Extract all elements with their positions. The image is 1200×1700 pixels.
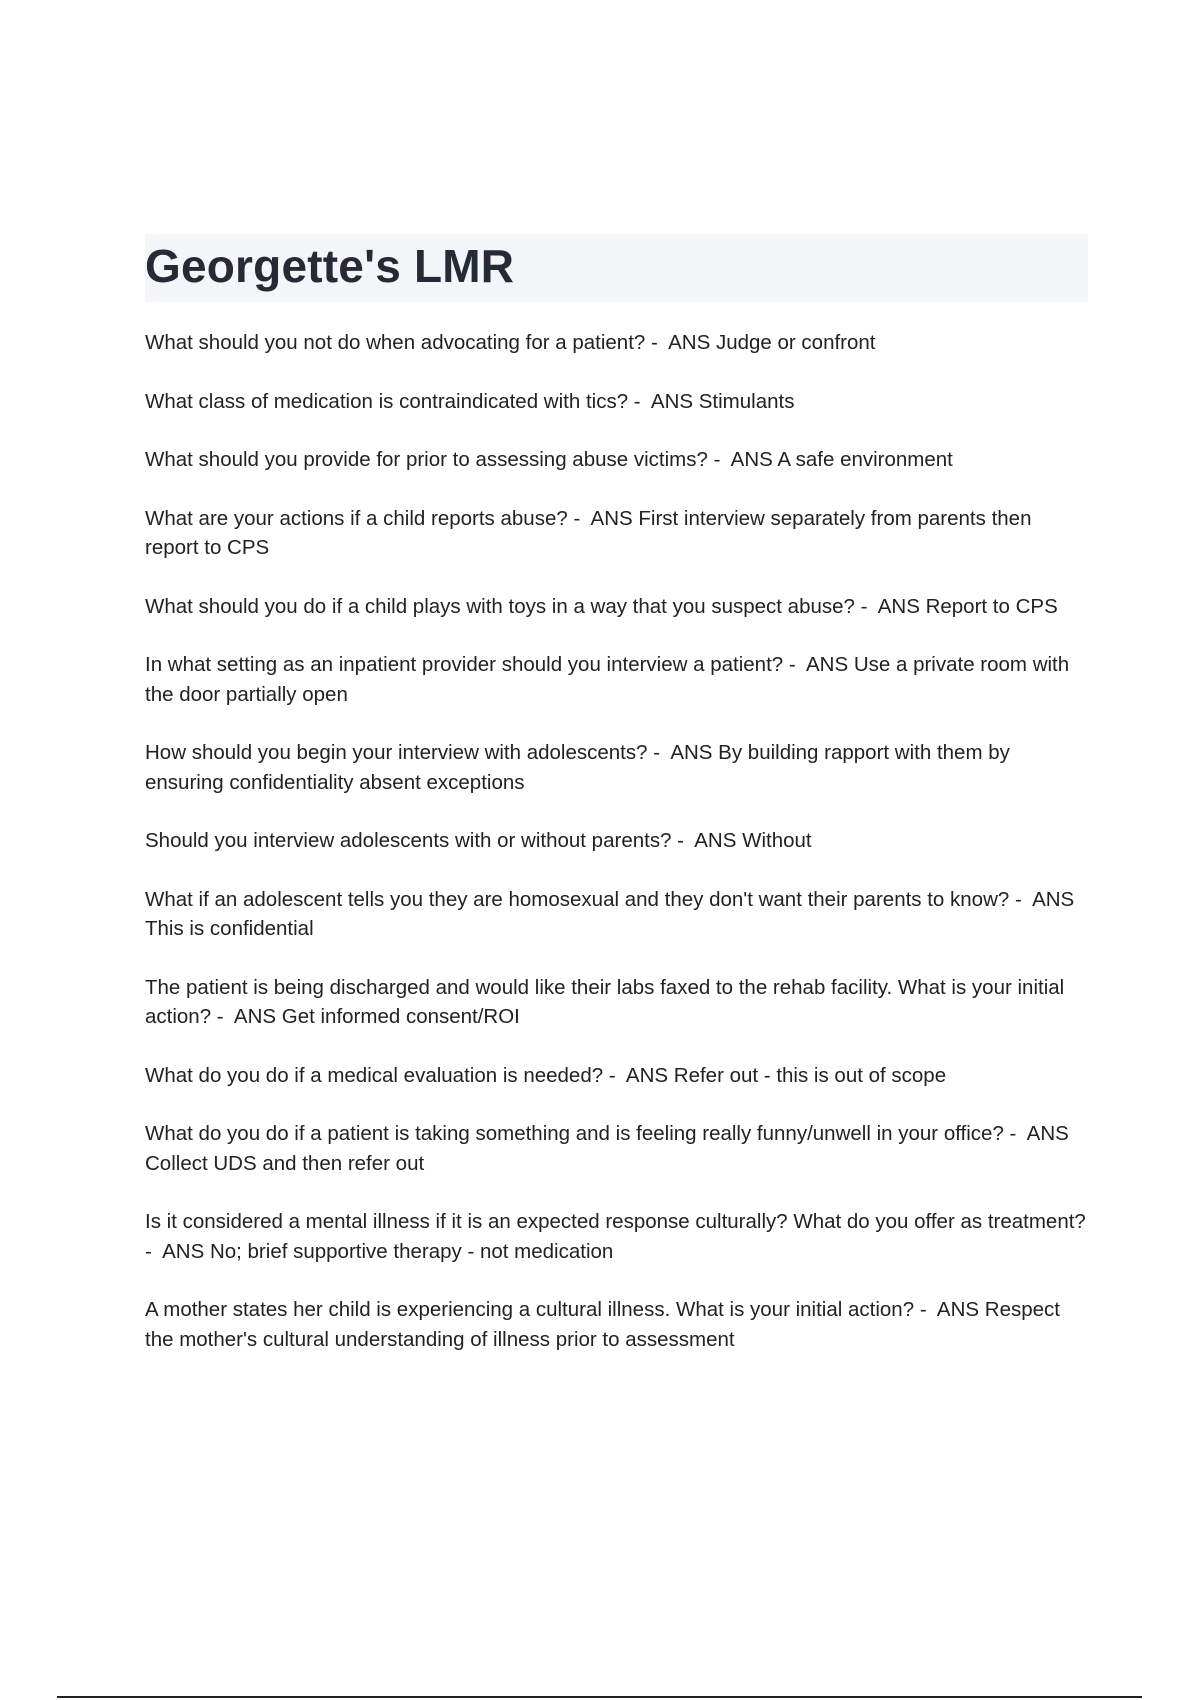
answer-separator: - ANS [783,653,854,676]
answer-text: Report to CPS [925,594,1058,618]
document-title: Georgette's LMR [145,240,515,292]
question-text: What do you do if a patient is taking something and is feeling really funny/unwell in your office? [145,1122,1004,1145]
question-text: What are your actions if a child reports abuse? [145,506,568,530]
question-text: What class of medication is contraindicated with tics? [145,389,629,413]
qa-item [145,504,1090,563]
answer-text: By building rapport with them by ensuring confidentiality absent exceptions [145,741,1016,794]
question-text: What should you not do when advocating for a patient? [145,331,646,354]
question-answer-list [145,328,1090,1383]
qa-item [145,387,1090,417]
qa-item [145,885,1090,944]
answer-separator: - ANS [914,1298,985,1321]
qa-item [145,1061,1090,1091]
answer-text: Get informed consent/ROI [281,1005,520,1028]
qa-item [145,592,1090,622]
question-text: What do you do if a medical evaluation is needed? [145,1063,604,1087]
qa-item [145,1207,1090,1266]
question-text: Is it considered a mental illness if it is an expected response culturally? What do you offer as treatment? [145,1210,1086,1233]
answer-text: Use a private room with the door partially open [145,653,1075,706]
answer-separator: - ANS [211,1005,282,1028]
question-text: Should you interview adolescents with or without parents? [145,829,672,852]
qa-item [145,973,1090,1032]
qa-item [145,650,1090,709]
answer-text: No; brief supportive therapy - not medication [209,1239,614,1263]
answer-text: A safe environment [777,448,953,471]
qa-item [145,328,1090,358]
question-text: What should you provide for prior to assessing abuse victims? [145,448,708,471]
answer-text: First interview separately from parents then report to CPS [145,506,1038,559]
answer-text: Stimulants [698,389,795,413]
question-text: In what setting as an inpatient provider should you interview a patient? [145,653,784,676]
answer-separator: - ANS [1003,1122,1075,1145]
answer-text: Without [742,829,812,852]
question-text: What if an adolescent tells you they are homosexual and they don't want their parents to know? [145,887,1010,911]
footer-divider [57,1696,1142,1698]
answer-separator: - ANS [628,389,699,413]
answer-text: This is confidential [145,917,314,940]
qa-item [145,1295,1090,1354]
answer-separator: - ANS [567,506,639,530]
answer-separator: - ANS [603,1063,674,1087]
answer-text: Respect the mother's cultural understanding of illness prior to assessment [145,1298,1066,1351]
answer-separator: - ANS [645,331,716,354]
answer-separator: - ANS [647,741,719,764]
qa-item [145,1119,1090,1178]
question-text: The patient is being discharged and would like their labs faxed to the rehab facility. What is your initial action? [145,975,1070,1028]
qa-item [145,826,1090,856]
question-text: What should you do if a child plays with toys in a way that you suspect abuse? [145,594,855,618]
answer-separator: - ANS [854,594,926,618]
title-banner [145,234,1088,302]
answer-separator: - ANS [1009,887,1080,911]
question-text: A mother states her child is experiencing a cultural illness. What is your initial action? [145,1298,915,1321]
qa-item [145,738,1090,797]
answer-separator: - ANS [707,448,778,471]
qa-item [145,445,1090,475]
answer-separator: - ANS [145,1210,1092,1263]
answer-separator: - ANS [671,829,743,852]
answer-text: Judge or confront [715,331,876,354]
answer-text: Refer out - this is out of scope [673,1063,947,1087]
question-text: How should you begin your interview with adolescents? [145,741,648,764]
answer-text: Collect UDS and then refer out [145,1151,425,1175]
